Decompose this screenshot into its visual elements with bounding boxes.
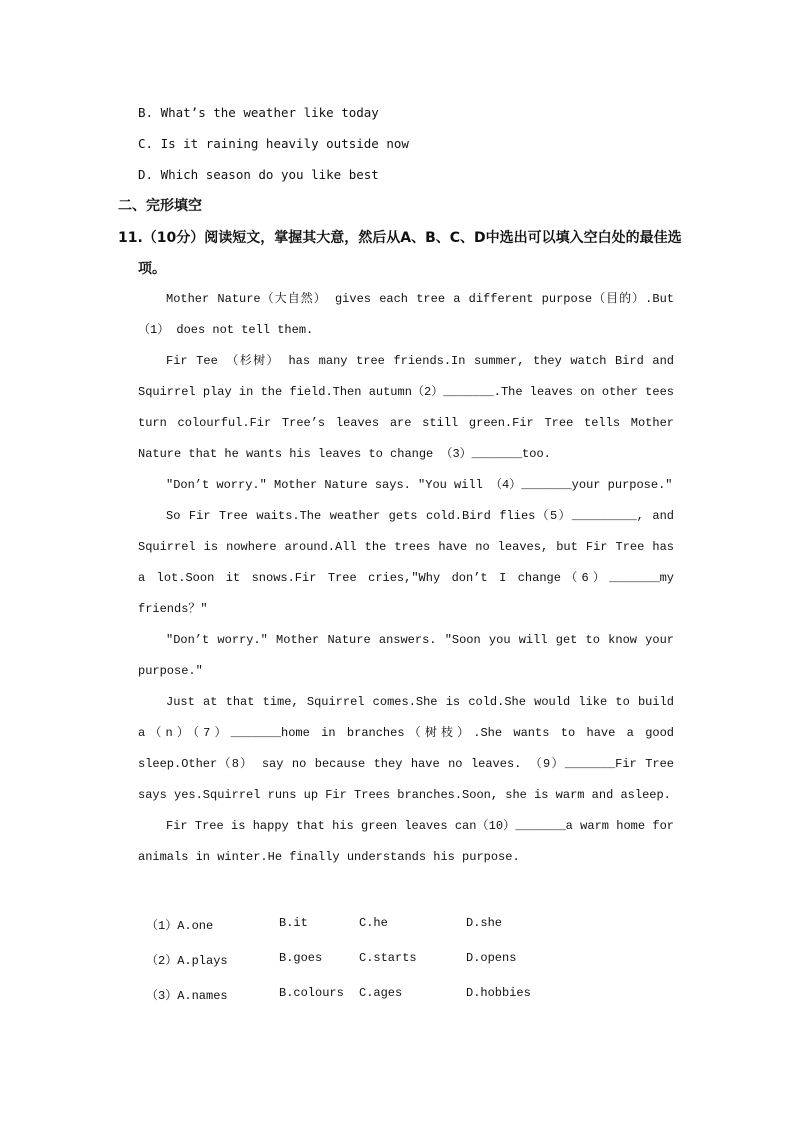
question-stem-cont: 项。 (138, 261, 166, 277)
choice-c[interactable]: C.starts (359, 951, 417, 965)
section-title: 二、完形填空 (118, 198, 202, 214)
question-stem: 11.（10分）阅读短文，掌握其大意，然后从A、B、C、D中选出可以填入空白处的最佳选 (118, 230, 682, 246)
option-d: D. Which season do you like best (138, 167, 379, 182)
choice-b[interactable]: B.goes (279, 951, 323, 965)
choice-d[interactable]: D.she (466, 916, 503, 930)
choice-d[interactable]: D.opens (466, 951, 517, 965)
passage (138, 284, 674, 873)
option-c: C. Is it raining heavily outside now (138, 136, 409, 151)
passage-paragraph: So Fir Tree waits.The weather gets cold.Bird flies（5）_________, and Squirrel is nowhere around.All the trees have no leaves, but Fir Tree has a lot.Soon it snows.Fir Tree cries,″Why don’t I change（6）_______my friends？″ (138, 509, 674, 616)
option-b: B. What’s the weather like today (138, 105, 379, 120)
choice-a[interactable]: （2）A.plays (146, 954, 228, 968)
passage-paragraph: Fir Tee （杉树） has many tree friends.In summer, they watch Bird and Squirrel play in the field.Then autumn（2）_______.The leaves on other tees turn colourful.Fir Tree’s leaves are still green.Fir Tree tells Mother Nature that he wants his leaves to change （3）_______too. (138, 354, 674, 461)
passage-paragraph: Fir Tree is happy that his green leaves can（10）_______a warm home for animals in winter.He finally understands his purpose. (138, 819, 674, 864)
choice-c[interactable]: C.ages (359, 986, 403, 1000)
passage-paragraph: ″Don’t worry.″ Mother Nature answers. ″Soon you will get to know your purpose.″ (138, 633, 674, 678)
choice-a[interactable]: （1）A.one (146, 919, 214, 933)
choice-b[interactable]: B.colours (279, 986, 344, 1000)
choice-d[interactable]: D.hobbies (466, 986, 531, 1000)
choice-b[interactable]: B.it (279, 916, 308, 930)
passage-paragraph: Just at that time, Squirrel comes.She is cold.She would like to build a（n）（7）_______home in branches（树枝）.She wants to have a good sleep.Other（8） say no because they have no leaves. （9）_______Fir Tree says yes.Squirrel runs up Fir Trees branches.Soon, she is warm and asleep. (138, 695, 674, 802)
choice-c[interactable]: C.he (359, 916, 388, 930)
passage-paragraph: ″Don’t worry.″ Mother Nature says. ″You will （4）_______your purpose.″ (166, 478, 673, 492)
choice-a[interactable]: （3）A.names (146, 989, 228, 1003)
passage-paragraph: Mother Nature（大自然） gives each tree a different purpose（目的）.But（1） does not tell them. (138, 292, 674, 337)
